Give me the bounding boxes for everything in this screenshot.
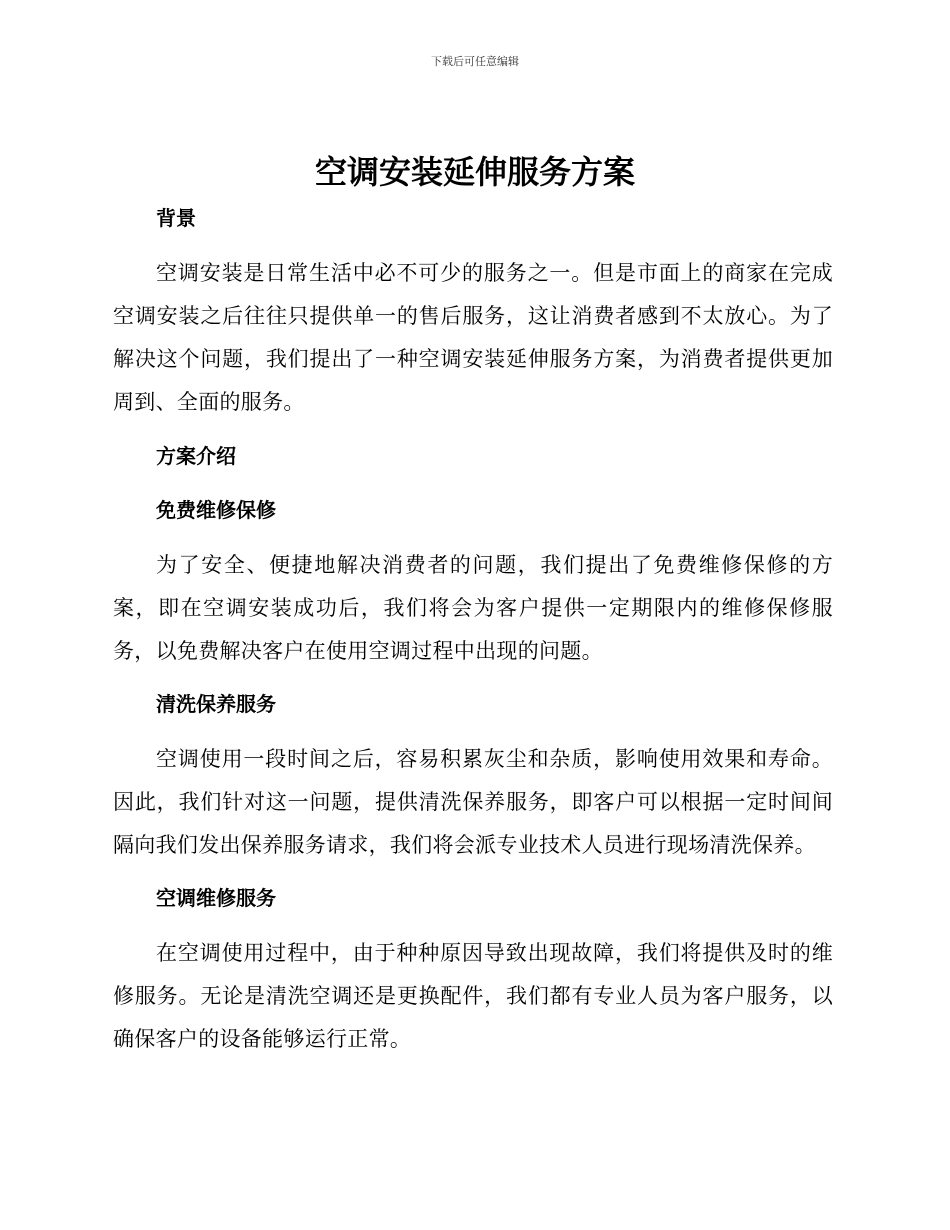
section-heading-cleaning: 清洗保养服务	[156, 692, 276, 716]
paragraph-free-repair: 为了安全、便捷地解决消费者的问题，我们提出了免费维修保修的方案，即在空调安装成功后，我们将会为客户提供一定期限内的维修保修服务，以免费解决客户在使用空调过程中出现的问题。	[113, 553, 833, 663]
section-heading-background: 背景	[156, 206, 196, 230]
paragraph-background: 空调安装是日常生活中必不可少的服务之一。但是市面上的商家在完成空调安装之后往往只提供单一的售后服务，这让消费者感到不太放心。为了解决这个问题，我们提出了一种空调安装延伸服务方案，为消费者提供更加周到、全面的服务。	[113, 261, 833, 414]
section-plan-intro	[113, 435, 833, 478]
section-ac-repair	[113, 877, 833, 920]
section-background	[113, 197, 833, 240]
section-background-body	[113, 252, 833, 424]
document-title: 空调安装延伸服务方案	[314, 153, 635, 191]
section-free-repair	[113, 489, 833, 532]
section-cleaning	[113, 683, 833, 726]
page-header: 下载后可任意编辑	[431, 55, 519, 68]
section-heading-plan-intro: 方案介绍	[156, 444, 236, 468]
section-heading-free-repair: 免费维修保修	[156, 498, 276, 522]
section-free-repair-body	[113, 544, 833, 673]
section-ac-repair-body	[113, 932, 833, 1061]
paragraph-cleaning: 空调使用一段时间之后，容易积累灰尘和杂质，影响使用效果和寿命。因此，我们针对这一问题，提供清洗保养服务，即客户可以根据一定时间间隔向我们发出保养服务请求，我们将会派专业技术人员进行现场清洗保养。	[113, 747, 833, 857]
section-cleaning-body	[113, 738, 833, 867]
paragraph-ac-repair: 在空调使用过程中，由于种种原因导致出现故障，我们将提供及时的维修服务。无论是清洗空调还是更换配件，我们都有专业人员为客户服务，以确保客户的设备能够运行正常。	[113, 941, 833, 1051]
section-heading-ac-repair: 空调维修服务	[156, 886, 276, 910]
